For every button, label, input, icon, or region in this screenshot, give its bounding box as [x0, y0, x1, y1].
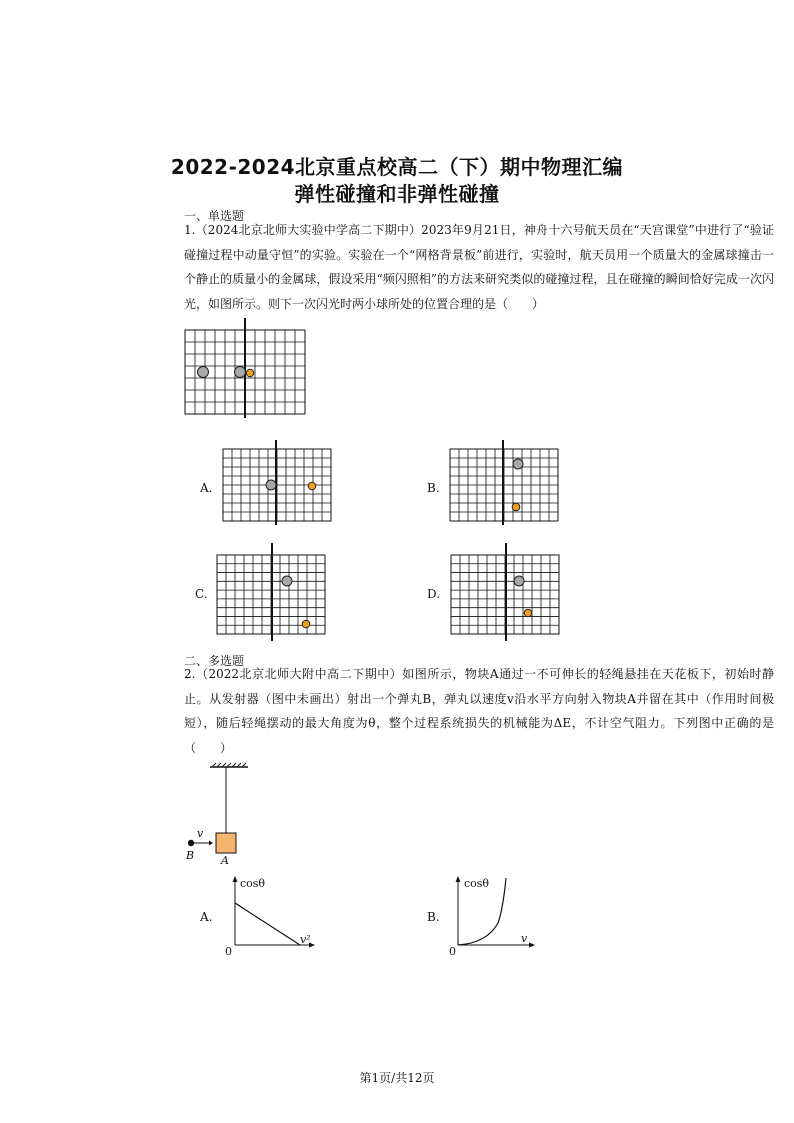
- big-ball-left: [198, 367, 209, 378]
- page-footer: 第1页/共12页: [359, 1071, 435, 1085]
- velocity-label: v: [197, 827, 204, 840]
- small-ball: [308, 482, 316, 490]
- graph-a-xlabel: v²: [300, 933, 311, 946]
- option-d-grid-figure[interactable]: [450, 543, 565, 641]
- option-b-graph-label[interactable]: B.: [427, 910, 440, 924]
- block-a: [216, 833, 236, 853]
- option-b-label[interactable]: B.: [427, 481, 440, 495]
- option-a-graph-label[interactable]: A.: [200, 910, 213, 924]
- x-arrow: [529, 943, 535, 948]
- option-a-grid-figure[interactable]: [222, 440, 337, 525]
- graph-a-origin: 0: [225, 945, 232, 958]
- big-ball-collision: [235, 367, 246, 378]
- small-ball: [302, 620, 310, 628]
- option-c-grid-figure[interactable]: [216, 543, 331, 641]
- graph-b-ylabel: cosθ: [464, 877, 490, 890]
- question-1-main-grid-figure: [184, 318, 314, 418]
- option-d-label[interactable]: D.: [427, 587, 441, 601]
- option-b-grid-figure[interactable]: [449, 440, 564, 525]
- section-heading-single-choice: 一、单选题: [184, 209, 245, 223]
- y-arrow: [233, 876, 238, 882]
- graph-b-xlabel: v: [521, 932, 528, 945]
- big-ball: [282, 576, 292, 586]
- question-2-text: 2.（2022北京北师大附中高二下期中）如图所示，物块A通过一不可伸长的轻绳悬挂在天花板下，初始时静止。从发射器（图中未画出）射出一个弹丸B，弹丸以速度v沿水平方向射入物块A并留在其中（作用时间极短），随后轻绳摆动的最大角度为θ，整个过程系统损失的机械能为ΔE，不计空气阻力。下列图中正确的是（ ）: [184, 667, 774, 755]
- big-ball: [514, 576, 524, 586]
- graph-a-ylabel: cosθ: [240, 877, 266, 890]
- question-1-text: 1.（2024北京北师大实验中学高二下期中）2023年9月21日，神舟十六号航天员在“天宫课堂”中进行了“验证碰撞过程中动量守恒”的实验。实验在一个“网格背景板”前进行，实验时，航天员用一个质量大的金属球撞击一个静止的质量小的金属球，假设采用“频闪照相”的方法来研究类似的碰撞过程，且在碰撞的瞬间恰好完成一次闪光，如图所示。则下一次闪光时两小球所处的位置合理的是（ ）: [184, 223, 774, 311]
- small-ball: [512, 503, 520, 511]
- small-ball: [524, 609, 532, 617]
- page-title-line1: 2022-2024北京重点校高二（下）期中物理汇编: [170, 155, 624, 179]
- big-ball: [266, 480, 276, 490]
- graph-a-figure[interactable]: [220, 873, 320, 958]
- block-label: A: [221, 854, 229, 867]
- graph-b-figure[interactable]: [445, 873, 545, 958]
- option-a-label[interactable]: A.: [200, 481, 213, 495]
- question-2-pendulum-figure: [184, 763, 264, 873]
- option-c-label[interactable]: C.: [195, 587, 208, 601]
- y-arrow: [456, 876, 461, 882]
- graph-b-origin: 0: [449, 945, 456, 958]
- bullet-label: B: [186, 849, 195, 862]
- velocity-arrowhead: [209, 841, 213, 846]
- big-ball: [513, 459, 523, 469]
- bullet-b: [188, 840, 194, 846]
- graph-a-line: [235, 903, 300, 945]
- small-ball: [246, 369, 254, 377]
- page-title-line2: 弹性碰撞和非弹性碰撞: [294, 182, 500, 206]
- section-heading-multi-choice: 二、多选题: [184, 654, 245, 668]
